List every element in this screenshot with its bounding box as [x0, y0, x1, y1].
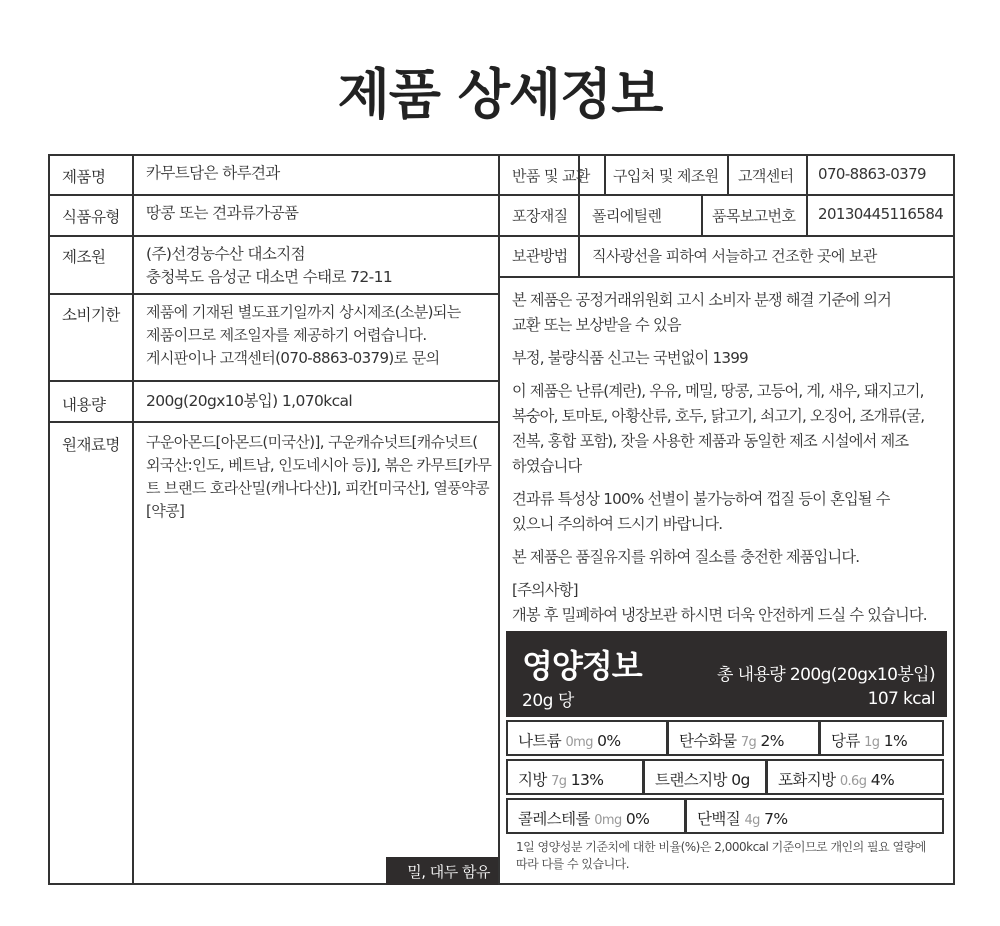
food-type-label: 식품유형 [62, 208, 120, 226]
divider [48, 421, 499, 423]
divider [48, 194, 499, 196]
divider [604, 154, 606, 196]
notice-paragraph [512, 346, 944, 371]
manufacturer-line1: (주)선경농수산 대소지점 [146, 245, 305, 263]
notice-line: 하였습니다 [512, 457, 582, 475]
divider [498, 276, 955, 278]
ingredients-line3: 트 브랜드 호라산밀(캐나다산)], 피칸[미국산], 열풍약콩 [146, 479, 489, 497]
nutrient-amount: 0.6g [839, 774, 867, 789]
nutrient-trans-fat [643, 759, 767, 795]
nutrient-percent: 2% [760, 732, 784, 750]
return-label: 반품 및 교환 [512, 167, 590, 185]
nutrient-name: 나트륨 [518, 732, 562, 750]
expiry-line3: 게시판이나 고객센터(070-8863-0379)로 문의 [146, 349, 440, 367]
serving-size: 20g 당 [522, 691, 574, 711]
nutrition-title: 영양정보 [522, 647, 642, 685]
food-type-value: 땅콩 또는 견과류가공품 [146, 204, 299, 222]
nutrient-amount: 0mg [594, 813, 622, 828]
nutrient-amount: 7g [740, 735, 757, 750]
nutrient-amount: 0mg [565, 735, 593, 750]
notice-paragraph [512, 379, 944, 479]
notice-line: 전복, 홍합 포함), 잣을 사용한 제품과 동일한 제조 시설에서 제조 [512, 432, 909, 450]
cs-label: 고객센터 [738, 167, 794, 185]
manufacturer-label: 제조원 [62, 248, 106, 266]
nutrient-name: 콜레스테롤 [518, 810, 590, 828]
divider [498, 194, 955, 196]
nutrient-name: 탄수화물 [679, 732, 737, 750]
divider [727, 154, 729, 196]
nutrient-percent: 4% [870, 771, 895, 789]
ingredients-line1: 구운아몬드[아몬드(미국산)], 구운캐슈넛트[캐슈넛트( [146, 433, 478, 451]
nutrient-cholesterol [506, 798, 686, 834]
nutrient-amount: 1g [864, 735, 880, 750]
notice-line: [주의사항] [512, 581, 578, 599]
nutrient-amount: 4g [744, 813, 760, 828]
ingredients-line4: [약콩] [146, 502, 185, 520]
nutrient-amount: 0g [731, 771, 750, 789]
packaging-value: 폴리에틸렌 [592, 207, 662, 225]
nutrient-name: 포화지방 [778, 771, 836, 789]
divider [701, 196, 703, 236]
nutrient-fat [506, 759, 644, 795]
manufacturer-line2: 충청북도 음성군 대소면 수태로 72-11 [146, 268, 393, 286]
storage-label: 보관방법 [512, 247, 568, 265]
expiry-line2: 제품이므로 제조일자를 제공하기 어렵습니다. [146, 326, 427, 344]
report-label: 품목보고번호 [712, 207, 796, 225]
nutrient-name: 지방 [518, 771, 547, 789]
packaging-label: 포장재질 [512, 207, 568, 225]
divider [48, 293, 499, 295]
notice-line: 개봉 후 밀폐하여 냉장보관 하시면 더욱 안전하게 드실 수 있습니다. [512, 606, 927, 624]
purchase-label: 구입처 및 제조원 [613, 167, 719, 185]
storage-value: 직사광선을 피하여 서늘하고 건조한 곳에 보관 [592, 247, 877, 265]
notice-paragraph [512, 578, 944, 628]
divider [48, 380, 499, 382]
nutrient-percent: 0% [625, 810, 650, 828]
page-title: 제품 상세정보 [337, 63, 663, 126]
notice-line: 복숭아, 토마토, 아황산류, 호두, 닭고기, 쇠고기, 오징어, 조개류(굴, [512, 407, 925, 425]
notice-line: 본 제품은 품질유지를 위하여 질소를 충전한 제품입니다. [512, 548, 860, 566]
notice-text [512, 288, 944, 636]
total-kcal: 107 kcal [867, 689, 935, 709]
nutrient-protein [685, 798, 944, 834]
nutrition-footnote [516, 839, 948, 873]
nutrient-amount: 7g [551, 774, 567, 789]
volume-value: 200g(20gx10봉입) 1,070kcal [146, 392, 353, 410]
nutrient-sugar [819, 720, 944, 756]
allergen-badge: 밀, 대두 함유 [386, 857, 498, 885]
nutrition-header [506, 631, 947, 717]
report-value: 20130445116584 [818, 205, 944, 223]
divider [498, 154, 500, 885]
nutrient-percent: 13% [570, 771, 604, 789]
divider [132, 154, 134, 885]
nutrient-carbs [667, 720, 820, 756]
ingredients-label: 원재료명 [62, 436, 120, 454]
nutrient-sodium [506, 720, 668, 756]
ingredients-line2: 외국산:인도, 베트남, 인도네시아 등)], 볶은 카무트[카무 [146, 456, 492, 474]
total-volume: 총 내용량 200g(20gx10봉입) [717, 665, 935, 685]
nutrition-facts [506, 631, 947, 828]
notice-line: 있으니 주의하여 드시기 바랍니다. [512, 515, 723, 533]
nutrient-sat-fat [766, 759, 944, 795]
nutrient-name: 단백질 [697, 810, 741, 828]
product-name-value: 카무트담은 하루견과 [146, 164, 280, 182]
nutrient-name: 당류 [831, 732, 860, 750]
nutrient-percent: 0% [597, 732, 621, 750]
expiry-line1: 제품에 기재된 별도표기일까지 상시제조(소분)되는 [146, 303, 461, 321]
notice-line: 본 제품은 공정거래위원회 고시 소비자 분쟁 해결 기준에 의거 [512, 291, 891, 309]
notice-paragraph [512, 487, 944, 537]
notice-line: 부정, 불량식품 신고는 국번없이 1399 [512, 349, 748, 367]
product-name-label: 제품명 [62, 168, 106, 186]
nutrient-percent: 7% [764, 810, 788, 828]
notice-paragraph [512, 545, 944, 570]
notice-line: 이 제품은 난류(계란), 우유, 메밀, 땅콩, 고등어, 게, 새우, 돼지고기, [512, 382, 924, 400]
divider [48, 235, 499, 237]
nutrition-total [717, 663, 935, 711]
expiry-label: 소비기한 [62, 306, 120, 324]
footnote-line: 1일 영양성분 기준치에 대한 비율(%)은 2,000kcal 기준이므로 개인의 필요 열량에 [516, 840, 926, 854]
footnote-line: 따라 다를 수 있습니다. [516, 857, 630, 871]
notice-line: 견과류 특성상 100% 선별이 불가능하여 껍질 등이 혼입될 수 [512, 490, 890, 508]
divider [498, 235, 955, 237]
cs-value: 070-8863-0379 [818, 165, 927, 183]
nutrient-name: 트랜스지방 [655, 771, 727, 789]
volume-label: 내용량 [62, 396, 106, 414]
notice-line: 교환 또는 보상받을 수 있음 [512, 316, 681, 334]
notice-paragraph [512, 288, 944, 338]
nutrient-percent: 1% [883, 732, 908, 750]
